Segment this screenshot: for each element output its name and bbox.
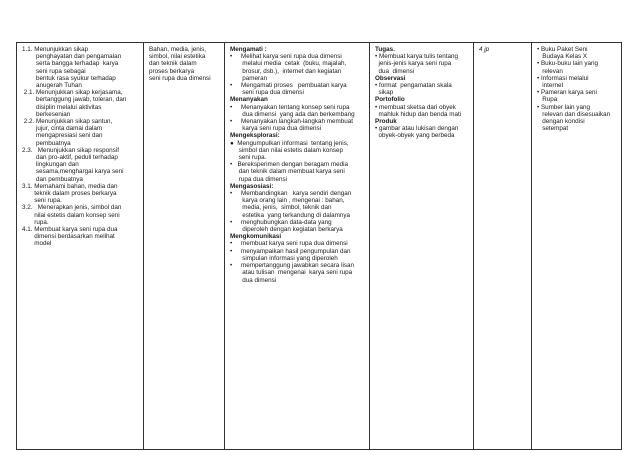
kd-line: mengapresiasi seni dan: [22, 132, 103, 140]
penilaian-line: Produk: [375, 118, 397, 126]
pembelajaran-line: Mengasosiasi:: [230, 182, 274, 190]
kd-line: pembuatnya: [22, 139, 71, 147]
pembelajaran-line: • menyampaikan hasil pengumpulan dan: [230, 247, 351, 255]
sumber-line: • Buku-buku lain yang: [537, 60, 599, 68]
kd-line: nilai estetis dalam konsep seni: [22, 211, 120, 219]
pembelajaran-line: seni rupa dua dimensi: [230, 89, 304, 97]
pembelajaran-line: • Menanyakan tentang konsep seni rupa: [230, 103, 350, 111]
kd-line: dan pro-aktif, peduli terhadap: [22, 154, 118, 162]
sumber-line: Rupa: [537, 96, 558, 104]
pembelajaran-line: dua dimensi yang ada dan berkembang: [230, 110, 355, 118]
kd-line: model: [22, 240, 52, 248]
pembelajaran-line: dan teknik dalam membuat karya seni: [230, 168, 345, 176]
kd-line: 3.1. Memahami bahan, media dan: [22, 182, 118, 190]
sumber-line: dengan kondisi: [537, 118, 585, 126]
sumber-line: • Informasi melalui: [537, 74, 589, 82]
kd-line: berkesenian: [22, 110, 71, 118]
pembelajaran-line: estetika yang terkandung di dalamnya: [230, 211, 351, 219]
kd-line: penghayatan dan pengamalan: [22, 53, 122, 61]
penilaian-line: • gambar atau lukisan dengan: [375, 125, 459, 133]
penilaian-list: [375, 46, 469, 140]
pembelajaran-line: • Bereksperimen dengan beragam media: [230, 161, 349, 169]
penilaian-line: Observasi: [375, 74, 406, 82]
syllabus-table: [16, 42, 622, 450]
pembelajaran-line: • Melihat karya seni rupa dua dimensi: [230, 53, 342, 61]
kd-line: sesama,menghargai karya seni: [22, 168, 124, 176]
penilaian-line: • membuat sketsa dari obyek: [375, 103, 456, 111]
penilaian-line: • Membuat karya tulis tentang: [375, 53, 459, 61]
penilaian-line: jenis-jenis karya seni rupa: [375, 60, 452, 68]
materi-line: dan teknik dalam: [149, 60, 197, 68]
pembelajaran-line: • mempertanggung jawabkan secara lisan: [230, 262, 355, 270]
pembelajaran-line: • Menanyakan langkah-langkah membuat: [230, 118, 353, 126]
penilaian-line: mahluk hidup dan benda mati: [375, 110, 462, 118]
kd-line: teknik dalam proses berkarya: [22, 190, 117, 198]
pembelajaran-line: media, jenis, simbol, teknik dan: [230, 204, 332, 212]
materi-line: Bahan, media, jenis,: [149, 46, 207, 53]
kd-line: dimensi berdasarkan melihat: [22, 233, 115, 241]
materi-line: seni rupa dua dimensi: [149, 74, 211, 82]
materi-line: simbol, nilai estetika: [149, 53, 206, 61]
sumber-line: • Buku Paket Seni: [537, 46, 588, 53]
penilaian-cell: [370, 43, 474, 450]
pembelajaran-line: karya seni rupa dua dimensi: [230, 125, 322, 133]
penilaian-line: dua dimensi: [375, 67, 415, 75]
pembelajaran-line: pameran: [230, 74, 268, 82]
pembelajaran-line: atau tulisan mengenai karya seni rupa: [230, 269, 353, 277]
pembelajaran-line: brosur, dsb.), internet dan kegiatan: [230, 67, 342, 75]
pembelajaran-line: ● Mengumpulkan informasi tentang jenis,: [230, 139, 349, 147]
penilaian-line: Portofolio: [375, 96, 405, 104]
alokasi-waktu-cell: [474, 43, 532, 450]
kd-line: 3.2. Menerapkan jenis, simbol dan: [22, 204, 122, 212]
kd-line: 2.2. Menunjukkan sikap santun,: [22, 118, 113, 126]
materi-pokok-list: [149, 46, 220, 82]
pembelajaran-line: seni rupa.: [230, 154, 267, 162]
pembelajaran-line: simbol dan nilai estetis dalam konsep: [230, 146, 344, 154]
kd-line: 2.3. Menunjukkan sikap responsif: [22, 146, 119, 154]
alokasi-waktu: 4 jp: [479, 46, 490, 53]
kd-line: dan pembuatnya: [22, 175, 83, 183]
sumber-line: • Pameran karya seni: [537, 89, 597, 97]
sumber-line: setempat: [537, 125, 569, 133]
pembelajaran-line: • membuat karya seni rupa dua dimensi: [230, 240, 348, 248]
pembelajaran-line: karya orang lain , mengenai : bahan,: [230, 197, 345, 205]
pembelajaran-line: Mengamati :: [230, 46, 267, 53]
kompetensi-dasar-list: [22, 46, 139, 248]
kd-line: serta bangga terhadap karya: [22, 60, 119, 68]
pembelajaran-line: Mengeksplorasi:: [230, 132, 280, 140]
table-row: [17, 43, 622, 450]
kd-line: disiplin melalui aktivitas: [22, 103, 102, 111]
pembelajaran-line: melalui media cetak (buku, majalah,: [230, 60, 347, 68]
pembelajaran-line: • Mengamati proses pembuatan karya: [230, 82, 347, 90]
pembelajaran-line: Menanyakan: [230, 96, 268, 104]
penilaian-line: • format pengamatan skala: [375, 82, 452, 90]
penilaian-line: obyek-obyek yang berbeda: [375, 132, 455, 140]
kd-line: lingkungan dan: [22, 161, 79, 169]
sumber-line: relevan: [537, 67, 563, 75]
kd-line: seni rupa sebagai: [22, 67, 86, 75]
pembelajaran-line: diperoleh dengan kegiatan berkarya: [230, 226, 343, 234]
kd-line: bertanggung jawab, toleran, dan: [22, 96, 127, 104]
pembelajaran-line: • menghubungkan data-data yang: [230, 218, 332, 226]
kd-line: bentuk rasa syukur terhadap: [22, 74, 116, 82]
pembelajaran-line: • Membandingkan karya sendiri dengan: [230, 190, 352, 198]
sumber-line: relevan dan disesuaikan: [537, 110, 611, 118]
kd-line: jujur, cinta damai dalam: [22, 125, 103, 133]
pembelajaran-line: simpulan informasi yang diperoleh: [230, 254, 338, 262]
sumber-line: • Sumber lain yang: [537, 103, 590, 111]
materi-pokok-cell: [144, 43, 225, 450]
pembelajaran-line: dua dimensi: [230, 276, 277, 284]
pembelajaran-line: Mengkomunikasi: [230, 233, 282, 241]
sumber-line: Budaya Kelas X: [537, 53, 588, 61]
sumber-line: internet: [537, 82, 564, 90]
kd-line: rupa.: [22, 218, 49, 226]
kd-line: seni rupa.: [22, 197, 62, 205]
pembelajaran-cell: [225, 43, 370, 450]
kd-line: 2.1. Menunjukkan sikap kerjasama,: [22, 89, 123, 97]
pembelajaran-list: [230, 46, 365, 284]
materi-line: proses berkarya: [149, 67, 195, 75]
kompetensi-dasar-cell: [17, 43, 144, 450]
pembelajaran-line: rupa dua dimensi: [230, 175, 288, 183]
sumber-belajar-list: [537, 46, 617, 132]
penilaian-line: sikap: [375, 89, 394, 97]
penilaian-line: Tugas.: [375, 46, 395, 53]
kd-line: anugerah Tuhan: [22, 82, 82, 90]
sumber-belajar-cell: [532, 43, 622, 450]
kd-line: 1.1. Menunjukkan sikap: [22, 46, 89, 53]
kd-line: 4.1. Membuat karya seni rupa dua: [22, 226, 118, 234]
